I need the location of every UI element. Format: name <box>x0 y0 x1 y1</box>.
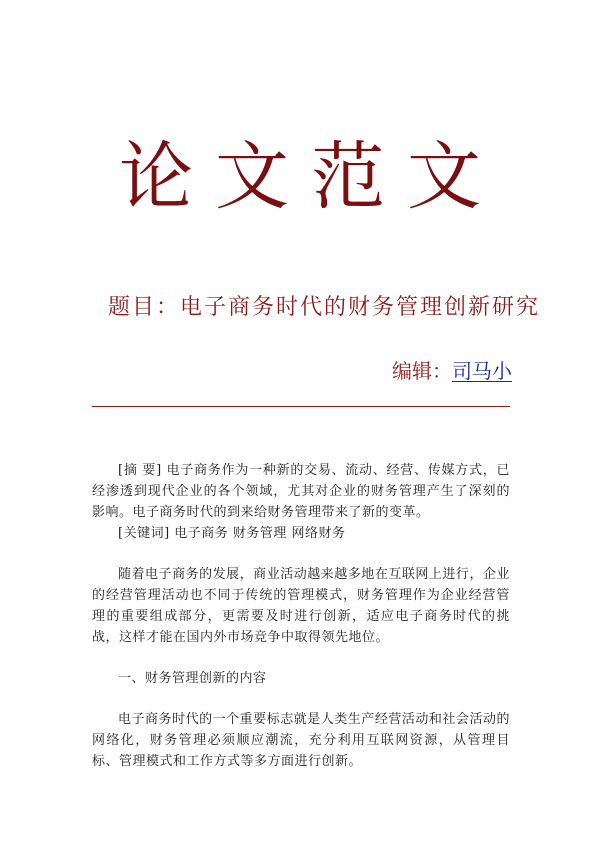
document-title: 论文范文 <box>119 134 503 220</box>
editor-line <box>392 355 512 384</box>
editor-label: 编辑： <box>392 359 452 383</box>
section-paragraph: 电子商务时代的一个重要标志就是人类生产经营活动和社会活动的网络化，财务管理必须顺应潮流，充分利用互联网资源，从管理目标、管理模式和工作方式等多方面进行创新。 <box>92 712 510 769</box>
section-heading: 一、财务管理创新的内容 <box>118 671 267 686</box>
header-divider <box>92 406 510 407</box>
keywords-line: [关键词] 电子商务 财务管理 网络财务 <box>118 526 346 541</box>
subject-label: 题目： <box>108 295 181 320</box>
body-content <box>92 460 510 772</box>
editor-name-link[interactable]: 司马小 <box>452 359 512 383</box>
subject-line <box>108 290 540 321</box>
abstract-paragraph: [摘 要] 电子商务作为一种新的交易、流动、经营、传媒方式，已经渗透到现代企业的各个领域，尤其对企业的财务管理产生了深刻的影响。电子商务时代的到来给财务管理带来了新的变革。 <box>92 463 510 520</box>
intro-paragraph: 随着电子商务的发展，商业活动越来越多地在互联网上进行，企业的经营管理活动也不同于传统的管理模式，财务管理作为企业经营管理的重要组成部分，更需要及时进行创新，适应电子商务时代的挑战，这样才能在国内外市场竞争中取得领先地位。 <box>92 567 510 645</box>
subject-text: 电子商务时代的财务管理创新研究 <box>180 295 541 320</box>
